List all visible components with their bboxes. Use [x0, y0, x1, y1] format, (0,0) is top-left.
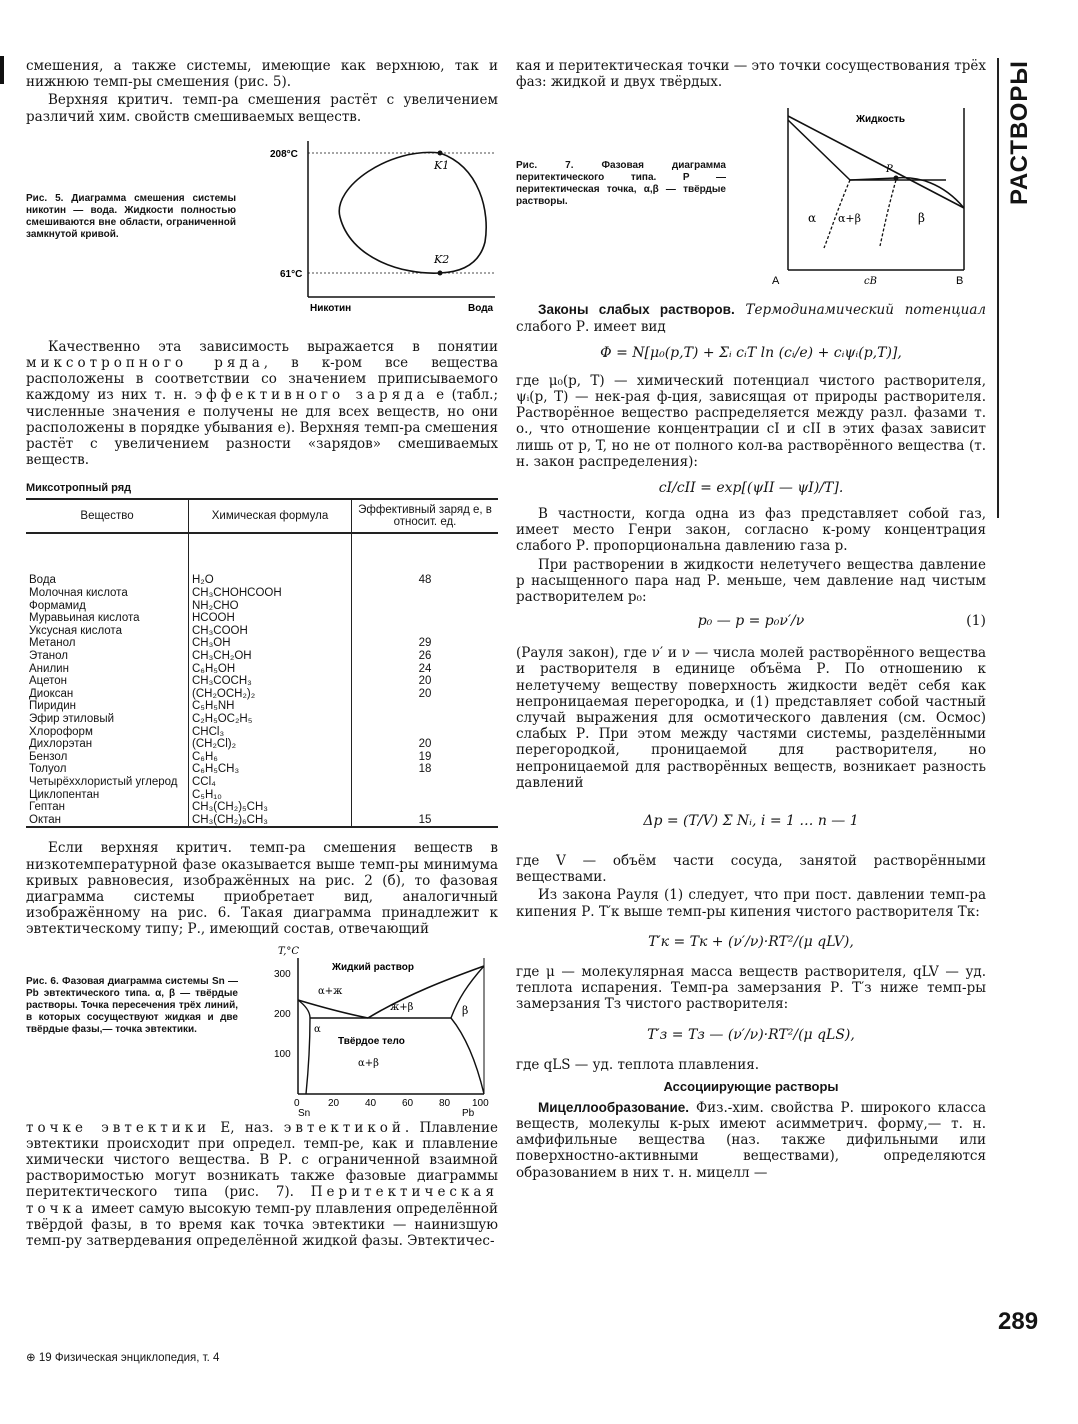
substance-cell: Хлороформ: [29, 725, 93, 738]
substance-cell: Ацетон: [29, 675, 68, 688]
table-row: [26, 776, 498, 789]
region-beta: β: [462, 1003, 469, 1017]
paragraph: При растворении в жидкости нелетучего вещества давление p насыщенного пара над Р. меньше, чем давление над чистым растворителем p₀:: [516, 556, 986, 606]
formula-cell: CH₃OH: [189, 637, 352, 650]
x-right-label: Pb: [462, 1107, 475, 1116]
region-alpha-beta: α+β: [838, 212, 862, 226]
charge-cell: 20: [352, 675, 499, 688]
paragraph: Мицеллообразование. Физ.-хим. свойства Р. широкого класса веществ, молекулы к-рых имеют асимметрич. форму,— т. н. амфифильные вещества (наз. также дифильными или поверхностно-активными веществами), определяются образованием в них т. н. мицелл —: [516, 1099, 986, 1181]
substance-cell: Циклопентан: [29, 788, 100, 801]
table-row: [26, 801, 498, 814]
charge-cell: [352, 713, 499, 726]
formula-cell: C₆H₆: [189, 751, 352, 764]
region-liquid: Жидкий раствор: [332, 961, 414, 973]
x-left-label: Sn: [298, 1107, 311, 1116]
figure-7-caption: Рис. 7. Фазовая диаграмма перитектического типа. P — перитектическая точка, α,β — твёрдые растворы.: [516, 160, 726, 208]
figure-5-caption: Рис. 5. Диаграмма смешения системы никотин — вода. Жидкости полностью смешиваются вне области, ограниченной замкнутой кривой.: [26, 192, 236, 240]
page-corner-mark: [0, 56, 4, 84]
substance-cell: Дихлорэтан: [29, 738, 93, 751]
charge-cell: 20: [352, 688, 499, 701]
table-header: Химическая формула: [189, 499, 352, 533]
equation-freezing: T′з = Tз — (ν′/ν)·RT²/(μ qLS),: [647, 1026, 855, 1043]
formula-cell: C₅H₁₀: [189, 789, 352, 802]
table-row: [26, 713, 498, 726]
paragraph: где μ — молекулярная масса веществ растворителя, qLV — уд. теплота испарения. Темп-ра замерзания Р. T′з ниже темп-ры замерзания Tз чистого растворителя:: [516, 963, 986, 1013]
section-title: Мицеллообразование.: [538, 1099, 690, 1115]
charge-cell: [352, 776, 499, 789]
term-effective-charge: эффективного заряда: [194, 387, 429, 404]
charge-cell: [352, 587, 499, 600]
paragraph: Законы слабых растворов. Термодинамический потенциал слабого Р. имеет вид: [516, 302, 986, 335]
substance-cell: Эфир этиловый: [29, 712, 115, 725]
substance-cell: Метанол: [29, 637, 76, 650]
table-row: [26, 738, 498, 751]
charge-cell: 19: [352, 751, 499, 764]
paragraph: точке эвтектики E, наз. эвтектикой. Плавление эвтектики происходит при определ. темп-ре, как и плавление химически чистого вещества. В Р. с ограниченной взаимной растворимостью могут возникать также фазовые диаграммы перитектического типа (рис. 7). Перитектическая точка имеет самую высокую темп-ру плавления определённой твёрдой фазы, в то время как точка эвтектики — наинизшую темп-ру затвердевания определённой жидкой фазы. Эвтектичес-: [26, 1119, 498, 1249]
footer-mark-icon: ⊕: [26, 1352, 36, 1364]
equation-phi: Φ = N[μ₀(p,T) + Σᵢ cᵢT ln (cᵢ/e) + cᵢψᵢ(p,T)],: [600, 344, 902, 361]
table-header: Эффективный заряд e, в относит. ед.: [352, 499, 499, 533]
region-solid: Твёрдое тело: [338, 1035, 405, 1047]
table-header: Вещество: [26, 499, 189, 533]
table-row: [26, 663, 498, 676]
region-beta: β: [918, 211, 925, 226]
table-row: [26, 650, 498, 663]
paragraph: где μ₀(p, T) — химический потенциал чистого растворителя, ψᵢ(p, T) — нек-рая ф-ция, зависящая от природы растворителя. Растворённое вещество распределяется между разл. фазами т. о., что отношение концентрации cI и cII в этих фазах зависит лишь от p, T, но не от полного кол-ва растворённого вещества (т. н. закон распределения):: [516, 372, 986, 470]
formula-cell: NH₂CHO: [189, 600, 352, 613]
table-row: [26, 625, 498, 638]
table-row: [26, 814, 498, 828]
y-axis-label: T,°С: [278, 945, 300, 957]
table-title: Миксотропный ряд: [26, 482, 132, 495]
charge-cell: 15: [352, 814, 499, 828]
x-tick: 0: [294, 1097, 300, 1109]
charge-cell: 26: [352, 650, 499, 663]
x-tick: 80: [439, 1097, 451, 1109]
substance-cell: Вода: [29, 574, 56, 587]
table-row: [26, 533, 498, 587]
charge-cell: 24: [352, 663, 499, 676]
figure-6-diagram: [248, 944, 498, 1116]
formula-cell: (CH₂Cl)₂: [189, 738, 352, 751]
right-column: [516, 58, 986, 1181]
table-row: [26, 726, 498, 739]
figure-6-caption: Рис. 6. Фазовая диаграмма системы Sn — Pb эвтектического типа. α, β — твёрдые растворы. Точка пересечения трёх линий, в которых сосуществуют жидкая и две твёрдые фазы,— точка эвтектики.: [26, 975, 238, 1035]
substance-cell: Гептан: [29, 801, 65, 814]
paragraph: кая и перитектическая точки — это точки сосуществования трёх фаз: жидкой и двух твёрдых.: [516, 58, 986, 91]
paragraph: Качественно эта зависимость выражается в понятии миксотропного ряда, в к-ром все вещества расположены в соответствии со значением приписываемого каждому из них т. н. эффективного заряда e (табл.; численные значения e получены не для всех веществ, но они расположены в порядке убывания e). Верхняя темп-ра смешения растёт с увеличением разности «зарядов» смешиваемых веществ.: [26, 338, 498, 469]
formula-cell: CHCl₃: [189, 726, 352, 739]
substance-cell: Диоксан: [29, 687, 74, 700]
x-tick: 100: [472, 1097, 489, 1109]
region-alpha: α: [314, 1023, 321, 1035]
concentration-label: cB: [864, 276, 877, 288]
mixotropic-table: [26, 498, 498, 828]
paragraph: Если верхняя критич. темп-ра смешения веществ в низкотемпературной фазе оказывается выше темп-ры минимума кривых равновесия, изображённых на рис. 2 (б), то фазовая диаграмма системы приобретает вид, аналогичный изображённому на рис. 6. Такая диаграмма принадлежит к эвтектическому типу; Р., имеющий состав, отвечающий: [26, 840, 498, 938]
formula-cell: C₅H₅NH: [189, 700, 352, 713]
formula-cell: CH₃(CH₂)₆CH₃: [189, 814, 352, 828]
liquidus-line: [788, 116, 964, 208]
formula-cell: (CH₂OCH₂)₂: [189, 688, 352, 701]
component-b-label: B: [956, 275, 964, 288]
y-tick: 300: [274, 968, 291, 980]
x-left-label: Никотин: [310, 302, 352, 314]
x-right-label: Вода: [468, 302, 494, 314]
formula-cell: CH₃CHOHCOOH: [189, 587, 352, 600]
formula-cell: H₂O: [189, 533, 352, 587]
paragraph: (Рауля закон), где ν′ и ν — числа молей растворённого вещества и растворителя в единице объёма Р. По отношению к нелетучему веществу поверхность жидкости ведёт себя как непроницаемая перегородка, и (1) представляет собой частный случай выражения для осмотического давления (см. Осмос) слабых Р. При этом между частями системы, разделёнными перегородкой, проницаемой для растворителя, но непроницаемой для растворённых веществ, возникает разность давлений: [516, 645, 986, 791]
paragraph: Из закона Рауля (1) следует, что при пост. давлении темп-ра кипения Р. T′к выше темп-ры кипения чистого растворителя Tк:: [516, 887, 986, 920]
figure-5-diagram: [240, 137, 500, 327]
substance-cell: Формамид: [29, 599, 86, 612]
table-row: [26, 688, 498, 701]
equation-boiling: T′к = Tк + (ν′/ν)·RT²/(μ qLV),: [648, 933, 854, 950]
region-alpha: α: [808, 211, 817, 226]
formula-cell: C₆H₅CH₃: [189, 763, 352, 776]
solidus-right: [451, 966, 484, 1094]
equation-raoult-row: [516, 613, 986, 637]
x-tick: 20: [328, 1097, 340, 1109]
substance-cell: Толуол: [29, 763, 67, 776]
table-row: [26, 700, 498, 713]
sidebar-section-title: РАСТВОРЫ: [1006, 60, 1033, 206]
equation-number: (1): [966, 613, 986, 630]
column-rule: [997, 58, 999, 518]
y-tick: 100: [274, 1048, 291, 1060]
formula-cell: HCOOH: [189, 612, 352, 625]
substance-cell: Бензол: [29, 750, 68, 763]
charge-cell: [352, 700, 499, 713]
component-a-label: A: [772, 275, 780, 288]
formula-cell: CH₃(CH₂)₅CH₃: [189, 801, 352, 814]
substance-cell: Молочная кислота: [29, 587, 128, 600]
charge-cell: [352, 625, 499, 638]
table-row: [26, 587, 498, 600]
table-body: [26, 533, 498, 827]
equation-raoult: p₀ — p = p₀ν′/ν: [697, 613, 805, 630]
table-row: [26, 637, 498, 650]
region-liquid: Жидкость: [856, 114, 905, 126]
left-column: [26, 58, 498, 1249]
equation-distribution: cI/cII = exp[(ψII — ψI)/T].: [658, 480, 844, 497]
table-row: [26, 789, 498, 802]
peritectic-point-label: P: [886, 164, 893, 176]
figure-7-diagram: [768, 98, 968, 298]
paragraph: Верхняя критич. темп-ра смешения растёт с увеличением различий хим. свойств смешиваемых веществ.: [26, 92, 498, 125]
charge-cell: [352, 789, 499, 802]
miscibility-curve: [339, 152, 486, 273]
substance-cell: Муравьиная кислота: [29, 612, 140, 625]
table-row: [26, 763, 498, 776]
charge-cell: [352, 612, 499, 625]
charge-cell: 18: [352, 763, 499, 776]
formula-cell: CH₃COOH: [189, 625, 352, 638]
charge-cell: [352, 726, 499, 739]
table-row: [26, 675, 498, 688]
charge-cell: [352, 600, 499, 613]
region-alpha-beta: α+β: [358, 1057, 379, 1069]
x-tick: 60: [402, 1097, 414, 1109]
charge-cell: 48: [352, 533, 499, 587]
k2-label: K2: [434, 252, 450, 266]
region-liquid-beta: ж+β: [390, 1001, 414, 1013]
solvus-left: [298, 1000, 310, 1094]
paragraph: смешения, а также системы, имеющие как верхнюю, так и нижнюю темп-ры смешения (рис. 5).: [26, 58, 498, 91]
charge-cell: 20: [352, 738, 499, 751]
x-tick: 40: [365, 1097, 377, 1109]
paragraph: В частности, когда одна из фаз представляет собой газ, имеет место Генри закон, согласно к-рому концентрация слабого Р. пропорциональна давлению газа p.: [516, 506, 986, 555]
k1-label: K1: [434, 158, 450, 172]
formula-cell: C₆H₅OH: [189, 663, 352, 676]
figure-7: [516, 98, 986, 298]
figure-5: [26, 137, 498, 327]
temp-bottom-label: 61°С: [280, 268, 303, 280]
page-number: 289: [998, 1308, 1039, 1335]
page-footer: ⊕ 19 Физическая энциклопедия, т. 4: [26, 1352, 220, 1364]
term-mixotropic-series: миксотропного ряда: [26, 355, 264, 372]
substance-cell: Этанол: [29, 650, 69, 662]
charge-cell: [352, 801, 499, 814]
charge-cell: 29: [352, 637, 499, 650]
equation-dp: Δp = (T/V) Σ Nᵢ, i = 1 … n — 1: [643, 813, 859, 830]
formula-cell: CCl₄: [189, 776, 352, 789]
region-alpha-liquid: α+ж: [318, 985, 343, 997]
substance-cell: Уксусная кислота: [29, 624, 122, 637]
formula-cell: CH₃COCH₃: [189, 675, 352, 688]
y-tick: 200: [274, 1008, 291, 1020]
table-row: [26, 751, 498, 764]
liquidus-left: [298, 1000, 368, 1018]
substance-cell: Четырёххлористый углерод: [29, 775, 178, 788]
section-heading: Ассоциирующие растворы: [663, 1078, 839, 1094]
liquidus-lower: [788, 120, 896, 180]
temp-top-label: 208°С: [270, 148, 298, 160]
figure-6: [26, 944, 498, 1116]
table-row: [26, 612, 498, 625]
substance-cell: Пиридин: [29, 700, 76, 713]
section-title: Законы слабых растворов.: [538, 302, 735, 318]
table-row: [26, 600, 498, 613]
substance-cell: Анилин: [29, 662, 69, 675]
paragraph: где V — объём части сосуда, занятой растворёнными веществами.: [516, 853, 986, 886]
paragraph: где qLS — уд. теплота плавления.: [516, 1056, 759, 1073]
formula-cell: CH₃CH₂OH: [189, 650, 352, 663]
substance-cell: Октан: [26, 814, 189, 828]
formula-cell: C₂H₅OC₂H₅: [189, 713, 352, 726]
